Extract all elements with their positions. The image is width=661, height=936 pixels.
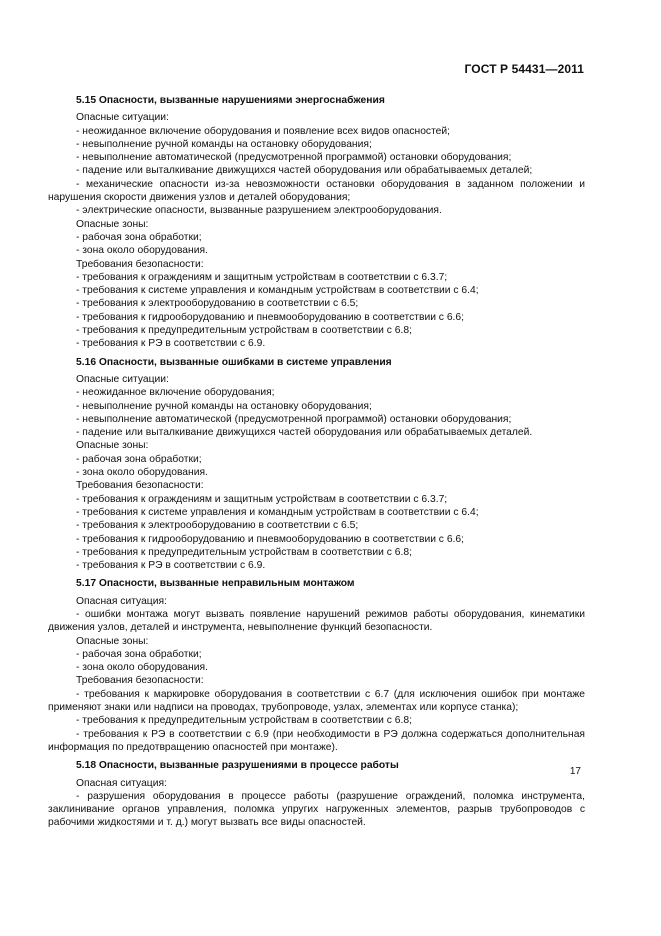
section-heading: 5.17 Опасности, вызванные неправильным монтажом [76, 578, 355, 590]
paragraph-line: - требования к электрооборудованию в соответствии с 6.5; [76, 520, 359, 532]
paragraph-line: - зона около оборудования. [76, 662, 208, 674]
paragraph-line: - невыполнение автоматической (предусмотренной программой) остановки оборудования; [76, 152, 512, 164]
paragraph-line: - требования к РЭ в соответствии с 6.9. [76, 338, 266, 350]
paragraph-line: Опасные зоны: [76, 635, 149, 647]
paragraph-line: - падение или выталкивание движущихся частей оборудования или обрабатываемых деталей; [76, 165, 533, 177]
paragraph-line: - требования к предупредительным устройствам в соответствии с 6.8; [76, 715, 412, 727]
paragraph-line: - невыполнение автоматической (предусмотренной программой) остановки оборудования; [76, 413, 512, 425]
paragraph-line: - требования к гидрооборудованию и пневмооборудованию в соответствии с 6.6; [76, 533, 464, 545]
paragraph-line: Опасные зоны: [76, 218, 149, 230]
paragraph-line: - неожиданное включение оборудования; [76, 387, 275, 399]
paragraph-line: Требования безопасности: [76, 480, 204, 492]
paragraph-line: - требования к гидрооборудованию и пневмооборудованию в соответствии с 6.6; [76, 311, 464, 323]
paragraph-line: - неожиданное включение оборудования и появление всех видов опасностей; [76, 125, 451, 137]
paragraph-line: - требования к ограждениям и защитным устройствам в соответствии с 6.3.7; [76, 493, 448, 505]
paragraph-line: Опасные ситуации: [76, 373, 169, 385]
paragraph-line: - рабочая зона обработки; [76, 648, 202, 660]
paragraph-line: - требования к электрооборудованию в соответствии с 6.5; [76, 298, 359, 310]
paragraph-line: - невыполнение ручной команды на остановку оборудования; [76, 400, 372, 412]
paragraph-line: - зона около оборудования. [76, 245, 208, 257]
paragraph-line: - требования к системе управления и командным устройствам в соответствии с 6.4; [76, 285, 479, 297]
paragraph-line: Требования безопасности: [76, 675, 204, 687]
paragraph-line: - требования к ограждениям и защитным устройствам в соответствии с 6.3.7; [76, 271, 448, 283]
paragraph-line: - механические опасности из-за невозможности остановки оборудования в заданном положении и нарушения скорости движения узлов и деталей оборудования; [48, 178, 585, 204]
section-heading: 5.18 Опасности, вызванные разрушениями в процессе работы [76, 760, 399, 772]
section-heading: 5.15 Опасности, вызванные нарушениями энергоснабжения [76, 95, 385, 106]
paragraph-line: - зона около оборудования. [76, 467, 208, 479]
section-heading: 5.16 Опасности, вызванные ошибками в системе управления [76, 356, 392, 368]
paragraph-line: Опасная ситуация: [76, 595, 167, 607]
paragraph-line: Опасные ситуации: [76, 112, 169, 124]
paragraph-line: Опасная ситуация: [76, 777, 167, 789]
paragraph-line: - требования к маркировке оборудования в соответствии с 6.7 (для исключения ошибок при монтаже применяют знаки или надписи на проводах, трубопроводе, узлах, элементах или корпусе станка); [48, 688, 585, 714]
paragraph-line: - требования к РЭ в соответствии с 6.9. [76, 560, 266, 572]
paragraph-line: - электрические опасности, вызванные разрушением электрооборудования. [76, 205, 442, 217]
paragraph-line: Требования безопасности: [76, 258, 204, 270]
paragraph-line: - требования к предупредительным устройствам в соответствии с 6.8; [76, 325, 412, 337]
standard-header: ГОСТ Р 54431—2011 [464, 62, 584, 76]
paragraph-line: - требования к системе управления и командным устройствам в соответствии с 6.4; [76, 506, 479, 518]
paragraph-line: - невыполнение ручной команды на остановку оборудования; [76, 138, 372, 150]
page-number: 17 [569, 766, 581, 777]
paragraph-line: - рабочая зона обработки; [76, 453, 202, 465]
paragraph-line: - падение или выталкивание движущихся частей оборудования или обрабатываемых деталей. [76, 427, 533, 439]
paragraph-line: - ошибки монтажа могут вызвать появление нарушений режимов работы оборудования, кинематики движения узлов, деталей и инструмента, невыполнение функций безопасности. [48, 608, 585, 634]
paragraph-line: - требования к предупредительным устройствам в соответствии с 6.8; [76, 546, 412, 558]
document-body [48, 94, 585, 830]
paragraph-line: - требования к РЭ в соответствии с 6.9 (при необходимости в РЭ должна содержаться дополнительная информация по предотвращению опасностей при монтаже). [48, 728, 585, 753]
paragraph-line: Опасные зоны: [76, 440, 149, 452]
paragraph-line: - разрушения оборудования в процессе работы (разрушение ограждений, поломка инструмента, заклинивание органов управления, поломка упругих нагруженных элементов, разрыв трубопроводов с рабочими жидкостями и т. д.) могут вызвать все виды опасностей. [48, 790, 585, 829]
paragraph-line: - рабочая зона обработки; [76, 231, 202, 243]
